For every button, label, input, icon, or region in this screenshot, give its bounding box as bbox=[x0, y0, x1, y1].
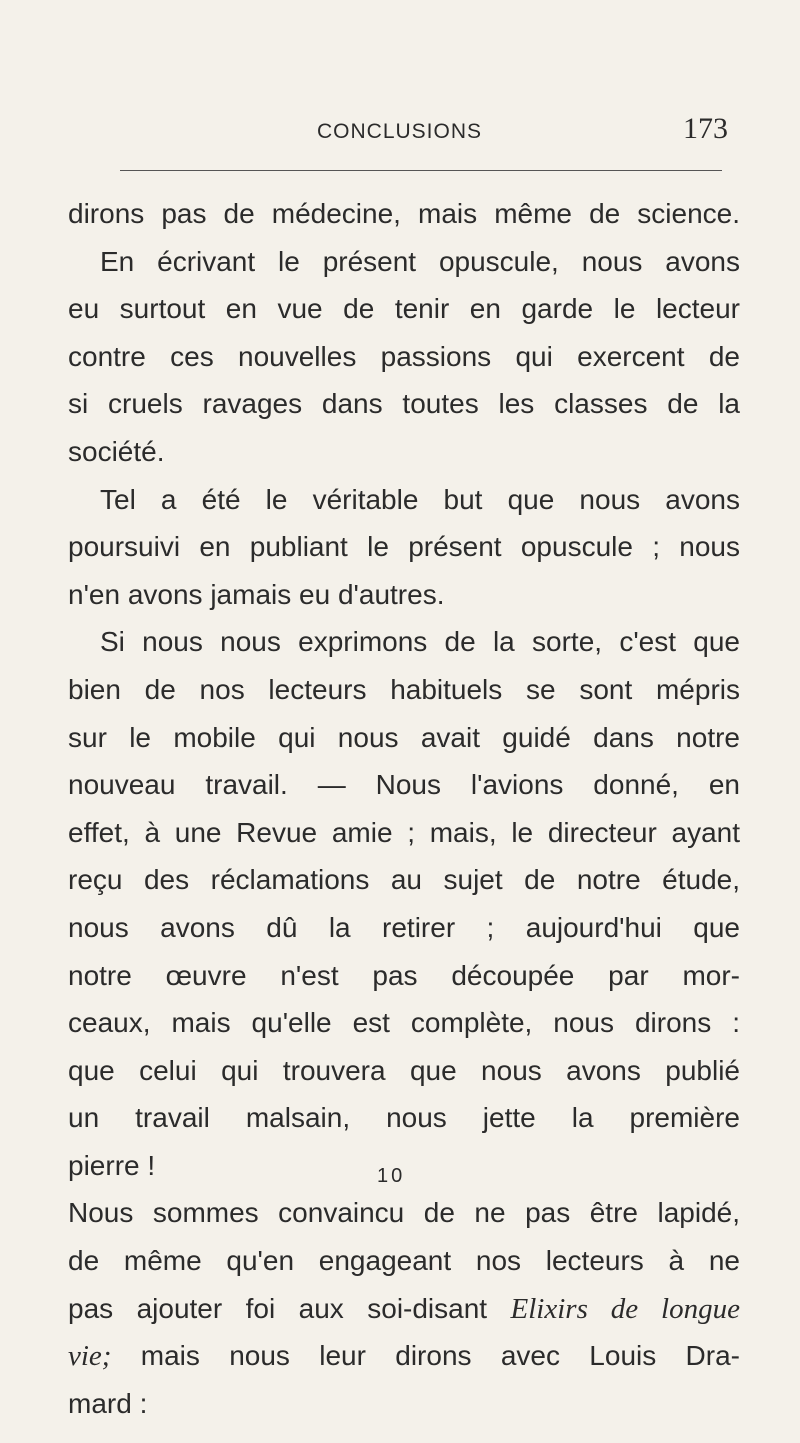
text-line bbox=[68, 1285, 740, 1333]
text-line: bien de nos lecteurs habituels se sont mépris bbox=[68, 673, 740, 705]
text-line: ceaux, mais qu'elle est complète, nous dirons : bbox=[68, 1007, 740, 1039]
text-line: n'en avons jamais eu d'autres. bbox=[68, 578, 445, 610]
text-segment: mais nous leur dirons avec Louis Dra- bbox=[111, 1340, 740, 1372]
text-line: Si nous nous exprimons de la sorte, c'est que bbox=[100, 626, 740, 658]
body-text bbox=[68, 190, 740, 1427]
text-line: si cruels ravages dans toutes les classes de la bbox=[68, 388, 740, 420]
text-line: un travail malsain, nous jette la première bbox=[68, 1102, 740, 1134]
italic-title: Elixirs de longue bbox=[510, 1292, 740, 1325]
text-line: eu surtout en vue de tenir en garde le lecteur bbox=[68, 293, 740, 325]
text-line: En écrivant le présent opuscule, nous avons bbox=[100, 245, 740, 277]
text-line bbox=[68, 1332, 740, 1380]
header-rule bbox=[120, 170, 722, 171]
text-line: nouveau travail. — Nous l'avions donné, en bbox=[68, 769, 740, 801]
text-line: reçu des réclamations au sujet de notre étude, bbox=[68, 864, 740, 896]
text-line: Tel a été le véritable but que nous avons bbox=[100, 483, 740, 515]
text-line: de même qu'en engageant nos lecteurs à ne bbox=[68, 1245, 740, 1277]
text-line: notre œuvre n'est pas découpée par mor- bbox=[68, 959, 740, 991]
text-line: effet, à une Revue amie ; mais, le directeur ayant bbox=[68, 816, 740, 848]
text-line: société. bbox=[68, 435, 165, 467]
text-line: sur le mobile qui nous avait guidé dans notre bbox=[68, 721, 740, 753]
italic-title: vie; bbox=[68, 1340, 112, 1373]
text-line: Nous sommes convaincu de ne pas être lapidé, bbox=[68, 1197, 740, 1229]
running-title: CONCLUSIONS bbox=[317, 120, 483, 143]
text-line: mard : bbox=[68, 1387, 148, 1419]
page-number: 173 bbox=[683, 112, 728, 145]
text-line: dirons pas de médecine, mais même de science. bbox=[68, 198, 740, 229]
text-line: que celui qui trouvera que nous avons publié bbox=[68, 1054, 740, 1086]
text-line: contre ces nouvelles passions qui exercent de bbox=[68, 340, 740, 372]
text-segment: pas ajouter foi aux soi-disant bbox=[68, 1292, 511, 1324]
text-line: poursuivi en publiant le présent opuscule ; nous bbox=[68, 531, 740, 563]
signature-mark: 10 bbox=[377, 1165, 406, 1187]
text-line: pierre ! bbox=[68, 1149, 156, 1181]
text-line: nous avons dû la retirer ; aujourd'hui que bbox=[68, 911, 740, 943]
